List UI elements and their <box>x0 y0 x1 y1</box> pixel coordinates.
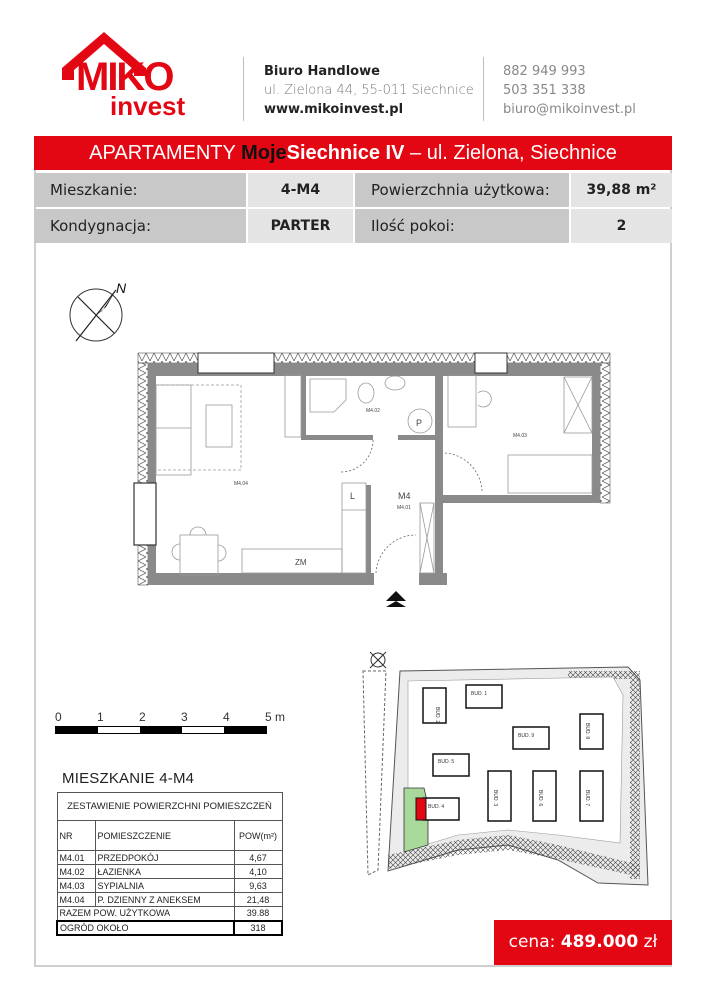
apartment-table-title: MIESZKANIE 4-M4 <box>62 770 195 787</box>
apartment-plan-label: M4 <box>398 491 411 501</box>
floor-plan <box>130 345 620 615</box>
contact-block <box>503 62 636 119</box>
usable-area-label: Powierzchnia użytkowa: <box>355 173 569 207</box>
price-currency: zł <box>638 932 658 952</box>
usable-area-value: 39,88 m² <box>571 173 672 207</box>
site-north-arrow-icon <box>370 652 386 668</box>
phone-1[interactable]: 882 949 993 <box>503 64 586 79</box>
building-label: BUD. 4 <box>428 804 445 810</box>
north-label: N <box>116 280 127 296</box>
table-row <box>57 865 282 879</box>
column-header-room: POMIESZCZENIE <box>95 821 234 851</box>
fridge-label: L <box>350 491 356 501</box>
room-area-table <box>56 792 283 936</box>
logo-invest-text: invest <box>110 91 186 118</box>
total-value: 39.88 <box>234 907 282 921</box>
building-label: BUD. 1 <box>471 691 488 697</box>
scale-tick: 3 <box>181 710 188 724</box>
column-header-area: POW(m²) <box>234 821 282 851</box>
room-nr: M4.03 <box>57 879 95 893</box>
title-brand-siechnice: Siechnice IV <box>286 142 405 164</box>
scale-tick: 0 <box>55 710 62 724</box>
apartment-label: Mieszkanie: <box>34 173 246 207</box>
garden-row <box>57 921 282 935</box>
info-row-2 <box>34 209 672 243</box>
table-heading: ZESTAWIENIE POWIERZCHNI POMIESZCZEŃ <box>57 793 282 821</box>
building-label: BUD. 6 <box>537 790 543 807</box>
rooms-label: Ilość pokoi: <box>355 209 569 243</box>
price-label: cena: <box>508 932 561 952</box>
scale-tick: 4 <box>223 710 230 724</box>
room-name: ŁAZIENKA <box>95 865 234 879</box>
phone-2[interactable]: 503 351 338 <box>503 83 586 98</box>
garden-value: 318 <box>234 921 282 935</box>
room-name: PRZEDPOKÓJ <box>95 851 234 865</box>
north-arrow-icon <box>66 275 136 350</box>
scale-bar <box>55 710 290 734</box>
floor-label: Kondygnacja: <box>34 209 246 243</box>
building-label: BUD. 7 <box>584 790 590 807</box>
highlighted-building-unit <box>416 798 426 820</box>
website-link[interactable]: www.mikoinvest.pl <box>264 102 404 117</box>
table-row <box>57 893 282 907</box>
room-nr: M4.02 <box>57 865 95 879</box>
title-suffix: – ul. Zielona, Siechnice <box>404 142 617 164</box>
room-label-bathroom: M4.02 <box>366 408 380 414</box>
info-row-1 <box>34 173 672 207</box>
garden-label: OGRÓD OKOŁO <box>57 921 234 935</box>
office-address: ul. Zielona 44, 55-011 Siechnice <box>264 83 474 98</box>
scale-tick: 2 <box>139 710 146 724</box>
table-row <box>57 879 282 893</box>
table-row <box>57 851 282 865</box>
office-title: Biuro Handlowe <box>264 64 380 79</box>
sales-office-block <box>264 62 474 119</box>
building-label: BUD. 3 <box>492 790 498 807</box>
email-link[interactable]: biuro@mikoinvest.pl <box>503 102 636 117</box>
header-divider <box>243 57 244 121</box>
logo-miko-text: MIKO <box>76 55 173 99</box>
title-brand-moje: Moje <box>241 142 287 164</box>
total-row <box>57 907 282 921</box>
sink-label: ZM <box>295 558 307 567</box>
room-area: 4,10 <box>234 865 282 879</box>
building-label: BUD. 8 <box>584 723 590 740</box>
building-label: BUD. 2 <box>434 707 440 724</box>
room-area: 4,67 <box>234 851 282 865</box>
price-value: 489.000 <box>560 932 639 952</box>
header-divider <box>483 57 484 121</box>
room-label-hall: M4.01 <box>397 505 411 511</box>
room-nr: M4.04 <box>57 893 95 907</box>
scale-tick: 1 <box>97 710 104 724</box>
room-area: 9,63 <box>234 879 282 893</box>
building-label: BUD. 5 <box>438 759 455 765</box>
room-area: 21,48 <box>234 893 282 907</box>
room-name: P. DZIENNY Z ANEKSEM <box>95 893 234 907</box>
scale-tick: 5 m <box>265 710 286 724</box>
miko-invest-logo <box>62 32 227 118</box>
boiler-label: P <box>416 418 423 428</box>
room-nr: M4.01 <box>57 851 95 865</box>
room-name: SYPIALNIA <box>95 879 234 893</box>
entrance-marker-icon <box>386 601 406 607</box>
site-plan <box>358 645 658 920</box>
price-badge <box>494 920 672 965</box>
rooms-value: 2 <box>571 209 672 243</box>
project-title-bar <box>34 136 672 170</box>
room-label-bedroom: M4.03 <box>513 433 527 439</box>
building-label: BUD. 9 <box>518 733 535 739</box>
column-header-nr: NR <box>57 821 95 851</box>
floor-value: PARTER <box>248 209 353 243</box>
total-label: RAZEM POW. UŻYTKOWA <box>57 907 234 921</box>
title-prefix: APARTAMENTY <box>89 142 242 164</box>
room-label-living: M4.04 <box>234 481 248 487</box>
apartment-value: 4-M4 <box>248 173 353 207</box>
